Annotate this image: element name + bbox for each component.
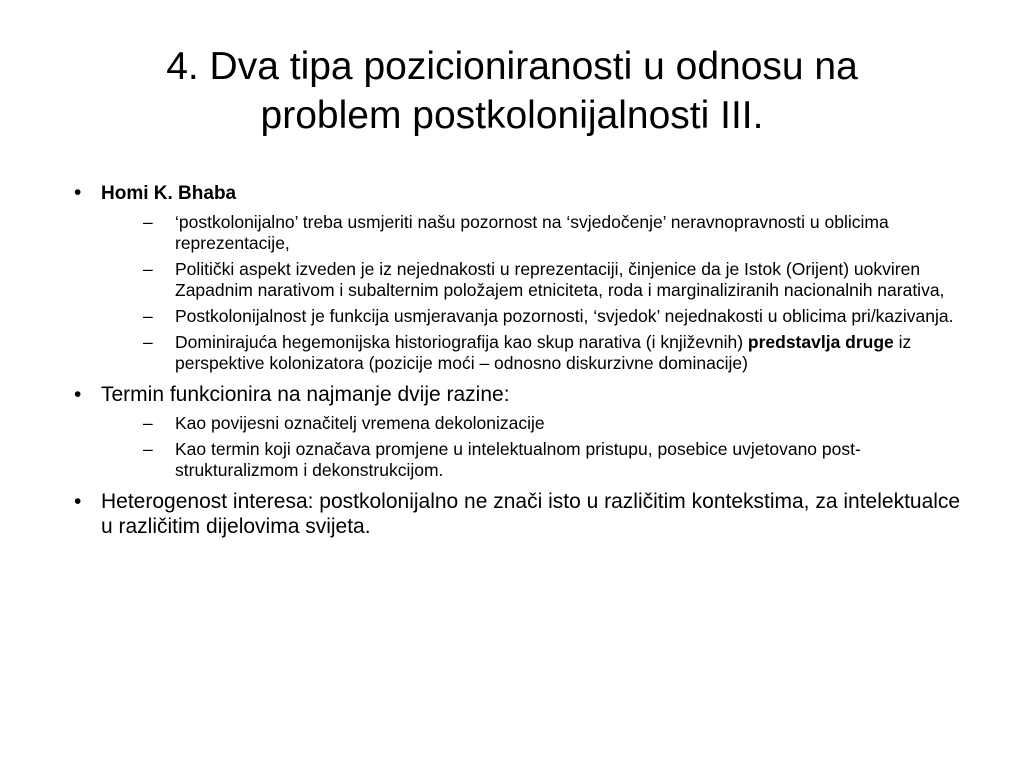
sub-item-text: Politički aspekt izveden je iz nejednakosti u reprezentaciji, činjenice da je Istok (Orijent) uokviren Zapadnim narativom i subalternim položajem etniciteta, roda i marginaliziranih nacionalnih narativa,: [175, 259, 945, 300]
sub-item: [101, 306, 972, 327]
sub-item-text: Postkolonijalnost je funkcija usmjeravanja pozornosti, ‘svjedok’ nejednakosti u oblicima pri/kazivanja.: [175, 306, 954, 326]
dash-icon: –: [143, 332, 153, 352]
slide-title: [60, 42, 964, 140]
dash-icon: –: [143, 259, 153, 279]
bullet-termin: [72, 382, 972, 481]
sub-item-text: Kao termin koji označava promjene u intelektualnom pristupu, posebice uvjetovano post-strukturalizmom i dekonstrukcijom.: [175, 439, 861, 480]
bullet-icon: •: [74, 181, 82, 204]
bullet-icon: •: [74, 490, 82, 513]
dash-icon: –: [143, 212, 153, 232]
sub-item-text-after: iz perspektive kolonizatora (pozicije moći – odnosno diskurzivne dominacije): [175, 332, 912, 373]
sub-item: [101, 212, 972, 254]
title-line-1: 4. Dva tipa pozicioniranosti u odnosu na: [166, 45, 858, 88]
sub-list: [101, 413, 972, 481]
dash-icon: –: [143, 439, 153, 459]
bullet-heterogenost: [72, 489, 972, 539]
bullet-text: Heterogenost interesa: postkolonijalno ne znači isto u različitim kontekstima, za intelektualce u različitim dijelovima svijeta.: [101, 490, 961, 538]
bullet-text: Homi K. Bhaba: [101, 183, 237, 204]
slide-content: [72, 180, 972, 547]
sub-item: [101, 413, 972, 434]
sub-item-text-bold: predstavlja druge: [747, 332, 894, 352]
dash-icon: –: [143, 413, 153, 433]
bullet-icon: •: [74, 383, 82, 406]
title-line-2: problem postkolonijalnosti III.: [260, 94, 764, 137]
sub-item-text-before: Dominirajuća hegemonijska historiografija kao skup narativa (i književnih): [175, 332, 748, 352]
sub-item: [101, 332, 972, 374]
sub-list: [101, 212, 972, 374]
sub-item: [101, 259, 972, 301]
bullet-text: Termin funkcionira na najmanje dvije razine:: [101, 383, 510, 406]
dash-icon: –: [143, 306, 153, 326]
sub-item: [101, 439, 972, 481]
bullet-homi-bhaba: [72, 180, 972, 374]
sub-item-text: ‘postkolonijalno’ treba usmjeriti našu pozornost na ‘svjedočenje’ neravnopravnosti u oblicima reprezentacije,: [175, 212, 889, 253]
sub-item-text: Kao povijesni označitelj vremena dekolonizacije: [175, 413, 545, 433]
